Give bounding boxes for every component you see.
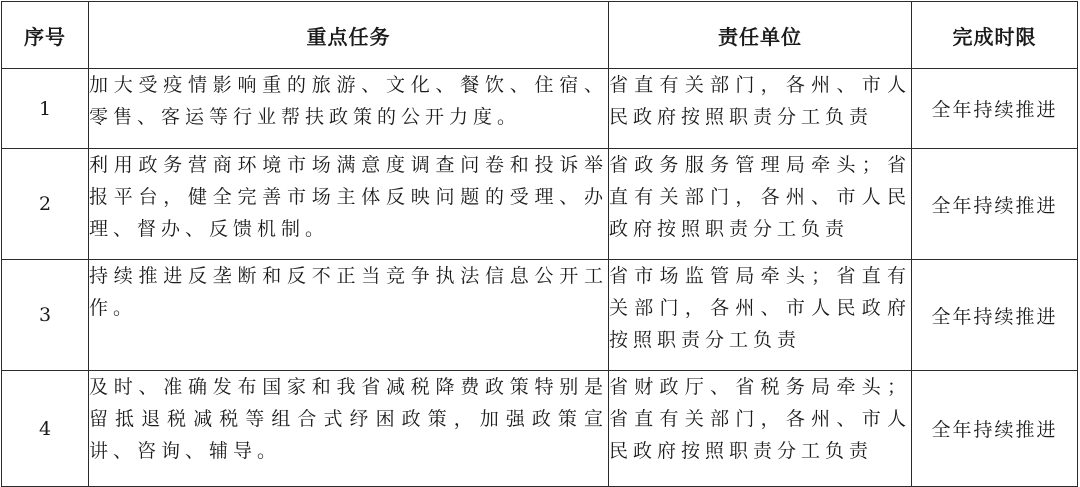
row-task: 持续推进反垄断和反不正当竞争执法信息公开工作。: [89, 260, 609, 371]
row-unit: 省直有关部门，各州、市人民政府按照职责分工负责: [609, 69, 912, 149]
row-index: 1: [2, 69, 89, 149]
row-task: 及时、准确发布国家和我省减税降费政策特别是留抵退税减税等组合式纾困政策，加强政策宣讲、咨询、辅导。: [89, 371, 609, 487]
header-deadline: 完成时限: [912, 2, 1078, 69]
row-deadline: 全年持续推进: [912, 149, 1078, 260]
table-row: [2, 371, 1078, 487]
header-task: 重点任务: [89, 2, 609, 69]
row-index: 4: [2, 371, 89, 487]
header-index: 序号: [2, 2, 89, 69]
row-index: 3: [2, 260, 89, 371]
key-tasks-table: [1, 1, 1078, 487]
row-task: 加大受疫情影响重的旅游、文化、餐饮、住宿、零售、客运等行业帮扶政策的公开力度。: [89, 69, 609, 149]
header-unit: 责任单位: [609, 2, 912, 69]
table-header-row: [2, 2, 1078, 69]
row-deadline: 全年持续推进: [912, 69, 1078, 149]
row-unit: 省财政厅、省税务局牵头；省直有关部门，各州、市人民政府按照职责分工负责: [609, 371, 912, 487]
row-unit: 省政务服务管理局牵头；省直有关部门，各州、市人民政府按照职责分工负责: [609, 149, 912, 260]
row-deadline: 全年持续推进: [912, 260, 1078, 371]
row-task: 利用政务营商环境市场满意度调查问卷和投诉举报平台，健全完善市场主体反映问题的受理、办理、督办、反馈机制。: [89, 149, 609, 260]
row-deadline: 全年持续推进: [912, 371, 1078, 487]
table-row: [2, 69, 1078, 149]
table-row: [2, 260, 1078, 371]
table-row: [2, 149, 1078, 260]
row-index: 2: [2, 149, 89, 260]
row-unit: 省市场监管局牵头；省直有关部门，各州、市人民政府按照职责分工负责: [609, 260, 912, 371]
